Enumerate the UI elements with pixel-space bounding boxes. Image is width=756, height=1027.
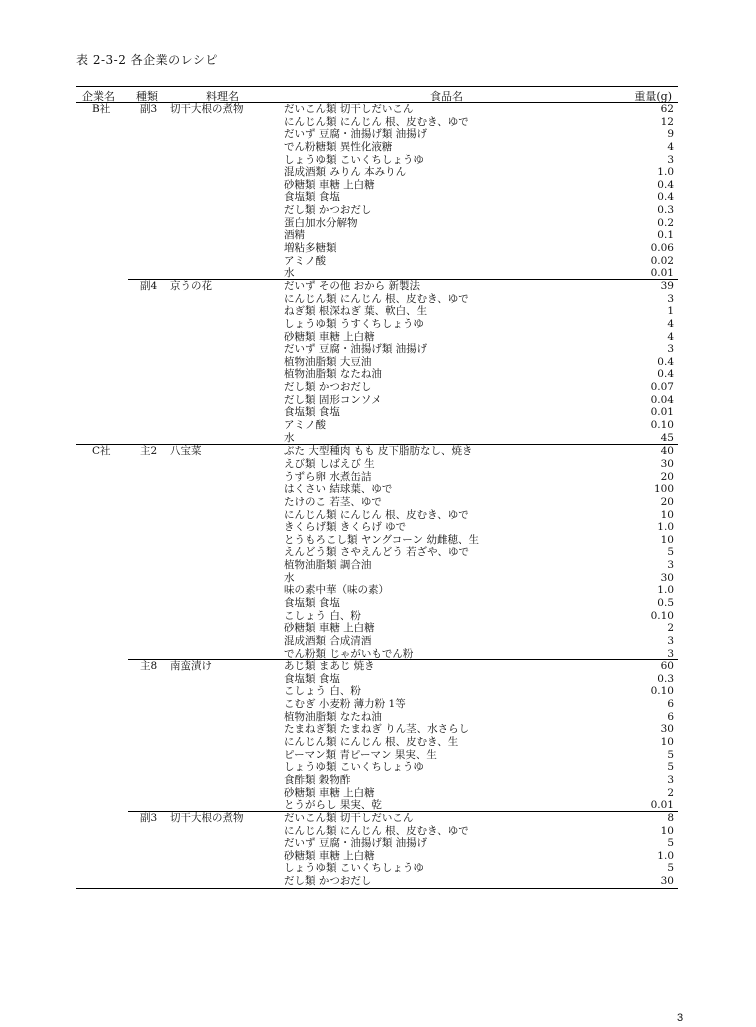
table-row [76,559,678,572]
cell-food: こしょう 白、粉 [284,609,361,622]
table-row [76,584,678,597]
table-row [76,723,678,736]
table-row [76,406,678,419]
table-row [76,496,678,509]
cell-food: だし類 かつおだし [284,381,372,394]
cell-weight: 0.1 [657,229,674,242]
cell-dish: 京うの花 [170,279,212,292]
cell-food: 砂糖類 車糖 上白糖 [284,622,375,635]
table-row [76,394,678,407]
table-row [76,103,678,116]
table-row [76,685,678,698]
cell-weight: 0.4 [657,178,674,191]
cell-food: 水 [284,571,295,584]
table-row [76,546,678,559]
cell-food: だし類 かつおだし [284,204,372,217]
cell-weight: 5 [667,761,674,774]
header-company: 企業名 [82,90,115,103]
table-row [76,166,678,179]
cell-food: 味の素中華（味の素） [284,584,389,597]
cell-food: にんじん類 にんじん 根、皮むき、生 [284,736,459,749]
cell-type: 副3 [140,811,158,824]
cell-food: だいず その他 おから 新製法 [284,279,421,292]
cell-weight: 3 [667,153,674,166]
cell-food: にんじん類 にんじん 根、皮むき、ゆで [284,508,469,521]
cell-weight: 0.10 [650,685,674,698]
table-row [76,521,678,534]
cell-food: 砂糖類 車糖 上白糖 [284,178,375,191]
cell-food: 蛋白加水分解物 [284,216,358,229]
cell-food: 混成酒類 合成清酒 [284,634,372,647]
cell-weight: 3 [667,559,674,572]
table-row [76,862,678,875]
cell-weight: 4 [667,330,674,343]
cell-food: こむぎ 小麦粉 薄力粉 1等 [284,698,406,711]
cell-weight: 10 [660,824,674,837]
table-header-row [76,87,678,103]
table-row [76,736,678,749]
cell-food: 水 [284,431,295,444]
cell-weight: 0.3 [657,204,674,217]
cell-food: 砂糖類 車糖 上白糖 [284,849,375,862]
cell-weight: 0.4 [657,355,674,368]
table-row [76,534,678,547]
cell-weight: 0.5 [657,596,674,609]
cell-food: 増粘多糖類 [284,242,337,255]
cell-food: 植物油脂類 なたね油 [284,710,382,723]
table-row [76,483,678,496]
cell-food: 食塩類 食塩 [284,406,340,419]
cell-food: 水 [284,267,295,280]
cell-food: だいず 豆腐・油揚げ類 油揚げ [284,128,428,141]
cell-food: アミノ酸 [284,419,326,432]
cell-dish: 切干大根の煮物 [170,811,244,824]
cell-weight: 8 [667,811,674,824]
cell-weight: 12 [660,115,674,128]
cell-weight: 10 [660,508,674,521]
table-row [76,179,678,192]
header-food: 食品名 [430,90,463,103]
cell-food: ピーマン類 青ピーマン 果実、生 [284,748,437,761]
header-dish: 料理名 [206,90,239,103]
cell-weight: 4 [667,317,674,330]
table-row [76,128,678,141]
cell-weight: 3 [667,343,674,356]
cell-food: しょうゆ類 こいくちしょうゆ [284,862,424,875]
table-row [76,572,678,585]
table-row [76,660,678,673]
cell-food: えんどう類 さやえんどう 若ざや、ゆで [284,546,469,559]
cell-dish: 切干大根の煮物 [170,103,244,115]
cell-weight: 39 [660,279,674,292]
cell-weight: 0.4 [657,368,674,381]
table-row [76,255,678,268]
table-row [76,432,678,445]
table-row [76,875,678,888]
cell-food: 植物油脂類 なたね油 [284,368,382,381]
cell-weight: 0.01 [650,799,674,812]
cell-weight: 0.3 [657,672,674,685]
cell-weight: 0.02 [650,254,674,267]
cell-food: 砂糖類 車糖 上白糖 [284,330,375,343]
cell-weight: 20 [660,495,674,508]
table-row [76,774,678,787]
cell-type: 主8 [140,660,158,673]
cell-weight: 5 [667,862,674,875]
cell-food: 植物油脂類 調合油 [284,559,372,572]
header-weight: 重量(g) [634,90,672,103]
table-row [76,749,678,762]
header-type: 種類 [136,90,158,103]
cell-dish: 八宝菜 [170,445,202,458]
cell-food: だいこん類 切干しだいこん [284,811,414,824]
cell-weight: 5 [667,837,674,850]
table-row [76,850,678,863]
table-row [76,673,678,686]
table-body [76,103,678,888]
cell-food: 食塩類 食塩 [284,596,340,609]
cell-food: 混成酒類 みりん 本みりん [284,166,407,179]
table-row [76,444,678,458]
cell-food: とうもろこし類 ヤングコーン 幼雌穂、生 [284,533,479,546]
table-row [76,381,678,394]
cell-weight: 10 [660,533,674,546]
cell-dish: 南蛮漬け [170,660,212,673]
cell-weight: 20 [660,470,674,483]
cell-weight: 60 [660,660,674,673]
cell-food: でん粉類 じゃがいもでん粉 [284,647,414,660]
cell-food: 植物油脂類 大豆油 [284,355,372,368]
table-row [76,204,678,217]
cell-food: でん粉糖類 異性化液糖 [284,140,393,153]
table-row [76,154,678,167]
cell-food: えび類 しばえび 生 [284,457,375,470]
cell-food: あじ類 まあじ 焼き [284,660,375,673]
table-row [76,116,678,129]
table-row [76,610,678,623]
cell-food: アミノ酸 [284,254,326,267]
table-row [76,711,678,724]
cell-food: 食塩類 食塩 [284,191,340,204]
recipe-table [76,86,678,889]
table-row [76,191,678,204]
cell-food: きくらげ類 きくらげ ゆで [284,521,407,534]
cell-food: しょうゆ類 うすくちしょうゆ [284,317,424,330]
cell-food: こしょう 白、粉 [284,685,361,698]
page-number: 3 [677,1012,684,1024]
cell-food: 酒精 [284,229,305,242]
cell-food: ねぎ類 根深ねぎ 葉、軟白、生 [284,305,428,318]
cell-weight: 6 [667,698,674,711]
cell-food: しょうゆ類 こいくちしょうゆ [284,153,424,166]
cell-food: ぶた 大型種肉 もも 皮下脂肪なし、焼き [284,445,473,458]
table-row [76,280,678,293]
table-row [76,622,678,635]
cell-weight: 0.01 [650,267,674,280]
table-row [76,368,678,381]
cell-weight: 0.10 [650,609,674,622]
table-row [76,343,678,356]
table-row [76,229,678,242]
cell-food: にんじん類 にんじん 根、皮むき、ゆで [284,824,469,837]
table-row [76,305,678,318]
cell-weight: 1.0 [657,584,674,597]
cell-weight: 0.07 [650,381,674,394]
table-row [76,509,678,522]
cell-food: にんじん類 にんじん 根、皮むき、ゆで [284,292,469,305]
cell-weight: 3 [667,647,674,660]
table-row [76,812,678,825]
table-row [76,787,678,800]
cell-weight: 100 [653,483,674,496]
table-row [76,837,678,850]
cell-company: B社 [92,103,111,115]
table-row [76,293,678,306]
cell-weight: 0.06 [650,242,674,255]
cell-type: 主2 [140,445,158,458]
cell-weight: 30 [660,875,674,888]
table-row [76,356,678,369]
cell-weight: 30 [660,571,674,584]
cell-weight: 30 [660,457,674,470]
table-row [76,597,678,610]
cell-food: はくさい 結球葉、ゆで [284,483,393,496]
cell-food: だいず 豆腐・油揚げ類 油揚げ [284,837,428,850]
cell-food: たけのこ 若茎、ゆで [284,495,382,508]
table-row [76,458,678,471]
cell-food: たまねぎ類 たまねぎ りん茎、水さらし [284,723,470,736]
cell-weight: 1 [667,305,674,318]
cell-weight: 10 [660,736,674,749]
table-row [76,471,678,484]
cell-company: C社 [92,445,111,458]
cell-weight: 30 [660,723,674,736]
table-row [76,318,678,331]
cell-weight: 62 [660,103,674,115]
table-row [76,217,678,230]
table-caption: 表 2-3-2 各企業のレシピ [76,53,218,67]
cell-weight: 0.04 [650,393,674,406]
table-row [76,698,678,711]
cell-weight: 0.4 [657,191,674,204]
cell-food: 食酢類 穀物酢 [284,773,351,786]
cell-weight: 5 [667,748,674,761]
cell-food: だし類 かつおだし [284,875,372,888]
cell-food: とうがらし 果実、乾 [284,799,382,812]
cell-weight: 4 [667,140,674,153]
cell-weight: 2 [667,786,674,799]
cell-type: 副3 [140,103,158,115]
cell-weight: 1.0 [657,166,674,179]
cell-weight: 0.2 [657,216,674,229]
cell-weight: 6 [667,710,674,723]
cell-weight: 0.01 [650,406,674,419]
cell-food: にんじん類 にんじん 根、皮むき、ゆで [284,115,469,128]
cell-weight: 3 [667,773,674,786]
cell-weight: 40 [660,445,674,458]
cell-weight: 3 [667,634,674,647]
cell-weight: 9 [667,128,674,141]
cell-weight: 3 [667,292,674,305]
table-row [76,141,678,154]
cell-food: 食塩類 食塩 [284,672,340,685]
cell-weight: 5 [667,546,674,559]
cell-weight: 1.0 [657,521,674,534]
cell-food: だいこん類 切干しだいこん [284,103,414,115]
table-row [76,825,678,838]
cell-weight: 2 [667,622,674,635]
cell-weight: 45 [660,431,674,444]
cell-type: 副4 [140,279,158,292]
cell-food: だいず 豆腐・油揚げ類 油揚げ [284,343,428,356]
cell-food: しょうゆ類 こいくちしょうゆ [284,761,424,774]
cell-food: うずら卵 水煮缶詰 [284,470,372,483]
cell-weight: 0.10 [650,419,674,432]
table-row [76,761,678,774]
table-row [76,331,678,344]
table-row [76,242,678,255]
cell-food: だし類 固形コンソメ [284,393,382,406]
cell-food: 砂糖類 車糖 上白糖 [284,786,375,799]
table-row [76,635,678,648]
table-row [76,419,678,432]
cell-weight: 1.0 [657,849,674,862]
